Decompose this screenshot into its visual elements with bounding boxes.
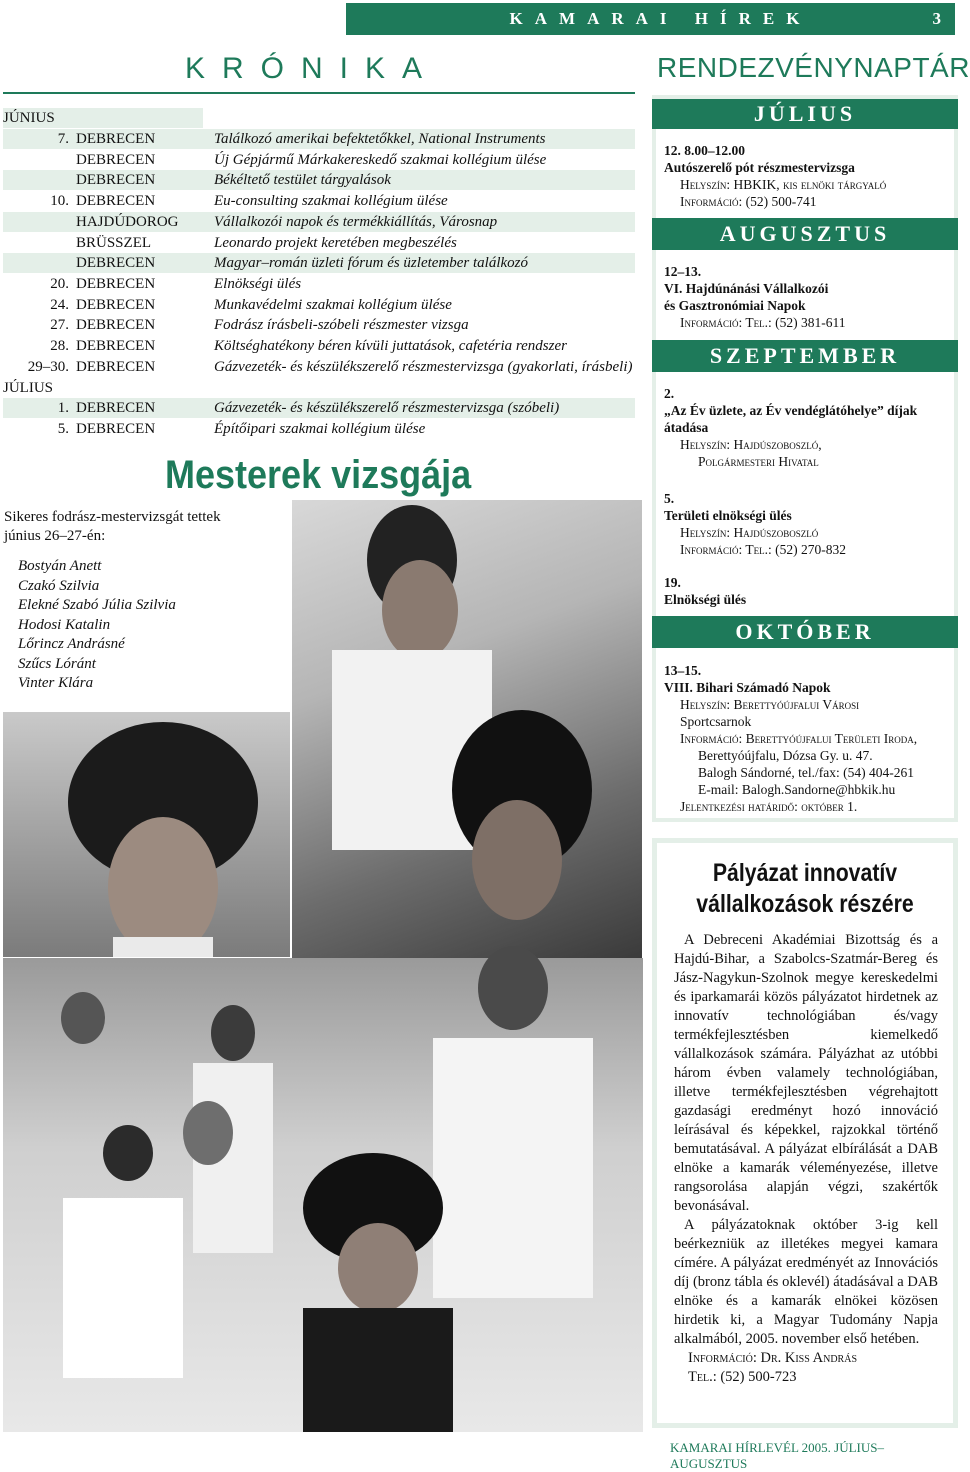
name-item: Vinter Klára [18, 675, 94, 691]
event-place: Helyszín: Berettyóújfalui Városi [680, 697, 860, 712]
event-september-19 [664, 574, 944, 608]
row-city: DEBRECEN [76, 172, 156, 189]
row-event: Fodrász írásbeli-szóbeli részmester vizsga [214, 317, 469, 334]
row-event: Költséghatékony béren kívüli juttatások, cafetéria rendszer [214, 338, 567, 354]
event-title: „Az Év üzlete, az Év vendéglátóhelye” díjak [664, 403, 918, 418]
event-september-5 [664, 490, 944, 558]
palyazat-info: Információ: Dr. Kiss András [688, 1350, 858, 1366]
row-city: HAJDÚDOROG [76, 213, 179, 230]
row-city: DEBRECEN [76, 275, 156, 292]
page-number: 3 [932, 9, 941, 28]
rendezveny-heading: RENDEZVÉNYNAPTÁR [657, 52, 970, 83]
chronicle-row [3, 233, 635, 253]
divider [3, 92, 635, 94]
row-city: BRÜSSZEL [76, 234, 152, 251]
row-date: 20. [50, 275, 69, 292]
row-city: DEBRECEN [76, 338, 156, 354]
row-event: Elnökségi ülés [214, 275, 302, 292]
row-city: DEBRECEN [76, 358, 156, 375]
row-event: Békéltető testület tárgyalások [214, 172, 391, 189]
chronicle-row [3, 295, 635, 315]
row-event: Leonardo projekt keretében megbeszélés [214, 234, 457, 251]
event-info: Információ: (52) 500-741 [680, 194, 817, 209]
name-item: Lőrincz Andrásné [18, 636, 125, 652]
photo-bride-hairstyle [3, 712, 290, 957]
chronicle-row [3, 129, 635, 149]
row-date: 27. [50, 317, 69, 334]
row-date: 29–30. [27, 358, 69, 375]
row-event: Magyar–román üzleti fórum és üzletember találkozó [214, 255, 528, 272]
event-info: Berettyóújfalu, Dózsa Gy. u. 47. [698, 748, 873, 763]
name-item: Szűcs Lóránt [18, 655, 96, 672]
event-info: Információ: Tel.: (52) 381-611 [680, 315, 846, 330]
event-place: Polgármesteri Hivatal [698, 454, 819, 469]
name-item: Hodosi Katalin [18, 616, 111, 633]
row-event: Munkavédelmi szakmai kollégium ülése [214, 296, 452, 313]
event-date: 5. [664, 491, 675, 506]
mesterek-title: Mesterek vizsgája [165, 453, 472, 497]
event-place: Helyszín: Hajdúszoboszló [680, 525, 819, 540]
row-event: Találkozó amerikai befektetőkkel, National Instruments [214, 131, 546, 147]
row-city: DEBRECEN [76, 193, 156, 210]
row-city: DEBRECEN [76, 421, 156, 437]
palyazat-title-line: vállalkozások részére [696, 890, 914, 918]
month-header-october: OKTÓBER [652, 616, 958, 648]
row-city: DEBRECEN [76, 317, 156, 334]
name-item: Czakó Szilvia [18, 577, 100, 594]
event-date: 19. [664, 575, 681, 590]
event-place: Helyszín: Hajdúszoboszló, [680, 437, 822, 452]
event-september-2 [664, 385, 944, 470]
row-city: DEBRECEN [76, 255, 156, 272]
event-date: 12. 8.00–12.00 [664, 143, 745, 158]
row-event: Gázvezeték- és készülékszerelő részmestervizsga (szóbeli) [214, 400, 560, 416]
row-event: Új Gépjármű Márkakereskedő szakmai kollégium ülése [214, 151, 547, 168]
event-info: Információ: Berettyóújfalui Területi Iroda, [680, 731, 918, 746]
row-date: 28. [50, 338, 69, 354]
event-place: Helyszín: HBKIK, kis elnöki tárgyaló [680, 177, 887, 192]
month-header-july: JÚLIUS [652, 99, 958, 129]
event-date: 12–13. [664, 264, 702, 279]
photo-hairdresser [292, 500, 642, 960]
palyazat-body [674, 931, 938, 1387]
name-item: Elekné Szabó Júlia Szilvia [18, 597, 176, 613]
row-city: DEBRECEN [76, 131, 156, 147]
event-title: Autószerelő pót részmestervizsga [664, 160, 855, 175]
photo-bride-svg [3, 712, 290, 957]
row-event: Építőipari szakmai kollégium ülése [214, 421, 426, 437]
row-date: 24. [50, 296, 69, 313]
row-city: DEBRECEN [76, 151, 156, 168]
photo-salon-group [3, 958, 643, 1432]
header-title: KAMARAI HÍREK [509, 9, 812, 28]
event-august [664, 263, 944, 331]
palyazat-tel: Tel.: (52) 500-723 [688, 1369, 797, 1385]
mesterek-intro: Sikeres fodrász-mestervizsgát tettek június 26–27-én: [4, 509, 221, 544]
footer: KAMARAI HÍRLEVÉL 2005. JÚLIUS–AUGUSZTUS [670, 1440, 885, 1471]
row-event: Vállalkozói napok és termékkiállítás, Városnap [214, 213, 498, 230]
header-bar [346, 3, 955, 35]
event-deadline: Jelentkezési határidő: október 1. [680, 799, 858, 814]
kronika-heading: KRÓNIKA [185, 52, 440, 85]
month-label-june: JÚNIUS [3, 108, 203, 128]
month-header-september: SZEPTEMBER [652, 340, 958, 372]
photo-hairdresser-svg [292, 500, 642, 960]
chronicle-row [3, 274, 635, 294]
palyazat-title-line: Pályázat innovatív [712, 859, 898, 887]
chronicle-row [3, 150, 635, 170]
event-info: Információ: Tel.: (52) 270-832 [680, 542, 846, 557]
row-date: 10. [50, 193, 69, 210]
row-date: 1. [57, 400, 69, 416]
event-title: és Gasztronómiai Napok [664, 298, 806, 313]
event-october [664, 662, 944, 815]
palyazat-paragraph: A Debreceni Akadémiai Bizottság és a Hajdú-Bihar, a Szabolcs-Szatmár-Bereg és Jász-Nagykun-Szolnok megye kereskedelmi és iparkamarái közös pályázatot hirdetnek az innovatív technológiában és/vagy termékfejlesztésben kiemelkedő vállalkozások számára. Pályázhat az utóbbi három évben valamely technológiában, illetve termékfejlesztésben végrehajtott gazdasági eredményt hozó innováció leírásával és képekkel, rajzokkal történő bemutatásával. A pályázat elbírálását a DAB elnöke a kamarák véleményezése, illetve rangsorolása alapján végzi, szakértők bevonásával. [674, 932, 938, 1214]
chronicle-row [3, 253, 635, 273]
event-july [664, 142, 944, 210]
month-header-august: AUGUSZTUS [652, 218, 958, 250]
event-title: Elnökségi ülés [664, 592, 747, 607]
chronicle-row [3, 170, 635, 190]
event-title: átadása [664, 420, 709, 435]
row-city: DEBRECEN [76, 296, 156, 313]
event-info: E-mail: Balogh.Sandorne@hbkik.hu [698, 782, 896, 797]
row-date: 5. [57, 421, 69, 437]
event-date: 2. [664, 386, 675, 401]
event-title: VI. Hajdúnánási Vállalkozói [664, 281, 829, 296]
event-date: 13–15. [664, 663, 702, 678]
event-info: Balogh Sándorné, tel./fax: (54) 404-261 [698, 765, 914, 780]
chronicle-row [3, 357, 635, 377]
month-label-july: JÚLIUS [3, 378, 203, 398]
chronicle-row [3, 191, 635, 211]
palyazat-paragraph: A pályázatoknak október 3-ig kell beérkezniük az illetékes megyei kamara címére. A pályázat eredményét az Innovációs díj (bronz tábla és oklevél) átadásával a DAB elnöke és a kamarák elnökei közösen hirdetik ki, a Magyar Tudomány Napja alkalmából, 2005. november első hetében. [674, 1217, 938, 1347]
row-event: Eu-consulting szakmai kollégium ülése [214, 193, 448, 210]
chronicle-row [3, 212, 635, 232]
row-date: 7. [57, 131, 69, 147]
event-place: Sportcsarnok [680, 714, 752, 729]
event-title: VIII. Bihari Számadó Napok [664, 680, 831, 695]
row-city: DEBRECEN [76, 400, 156, 416]
names-list [18, 557, 176, 694]
chronicle-row [3, 336, 635, 356]
chronicle-row [3, 419, 635, 439]
row-event: Gázvezeték- és készülékszerelő részmestervizsga (gyakorlati, írásbeli) [214, 358, 633, 375]
name-item: Bostyán Anett [18, 558, 102, 574]
palyazat-title [682, 858, 929, 920]
event-title: Területi elnökségi ülés [664, 508, 792, 523]
photo-group-svg [3, 958, 643, 1432]
chronicle-row [3, 398, 635, 418]
chronicle-row [3, 315, 635, 335]
